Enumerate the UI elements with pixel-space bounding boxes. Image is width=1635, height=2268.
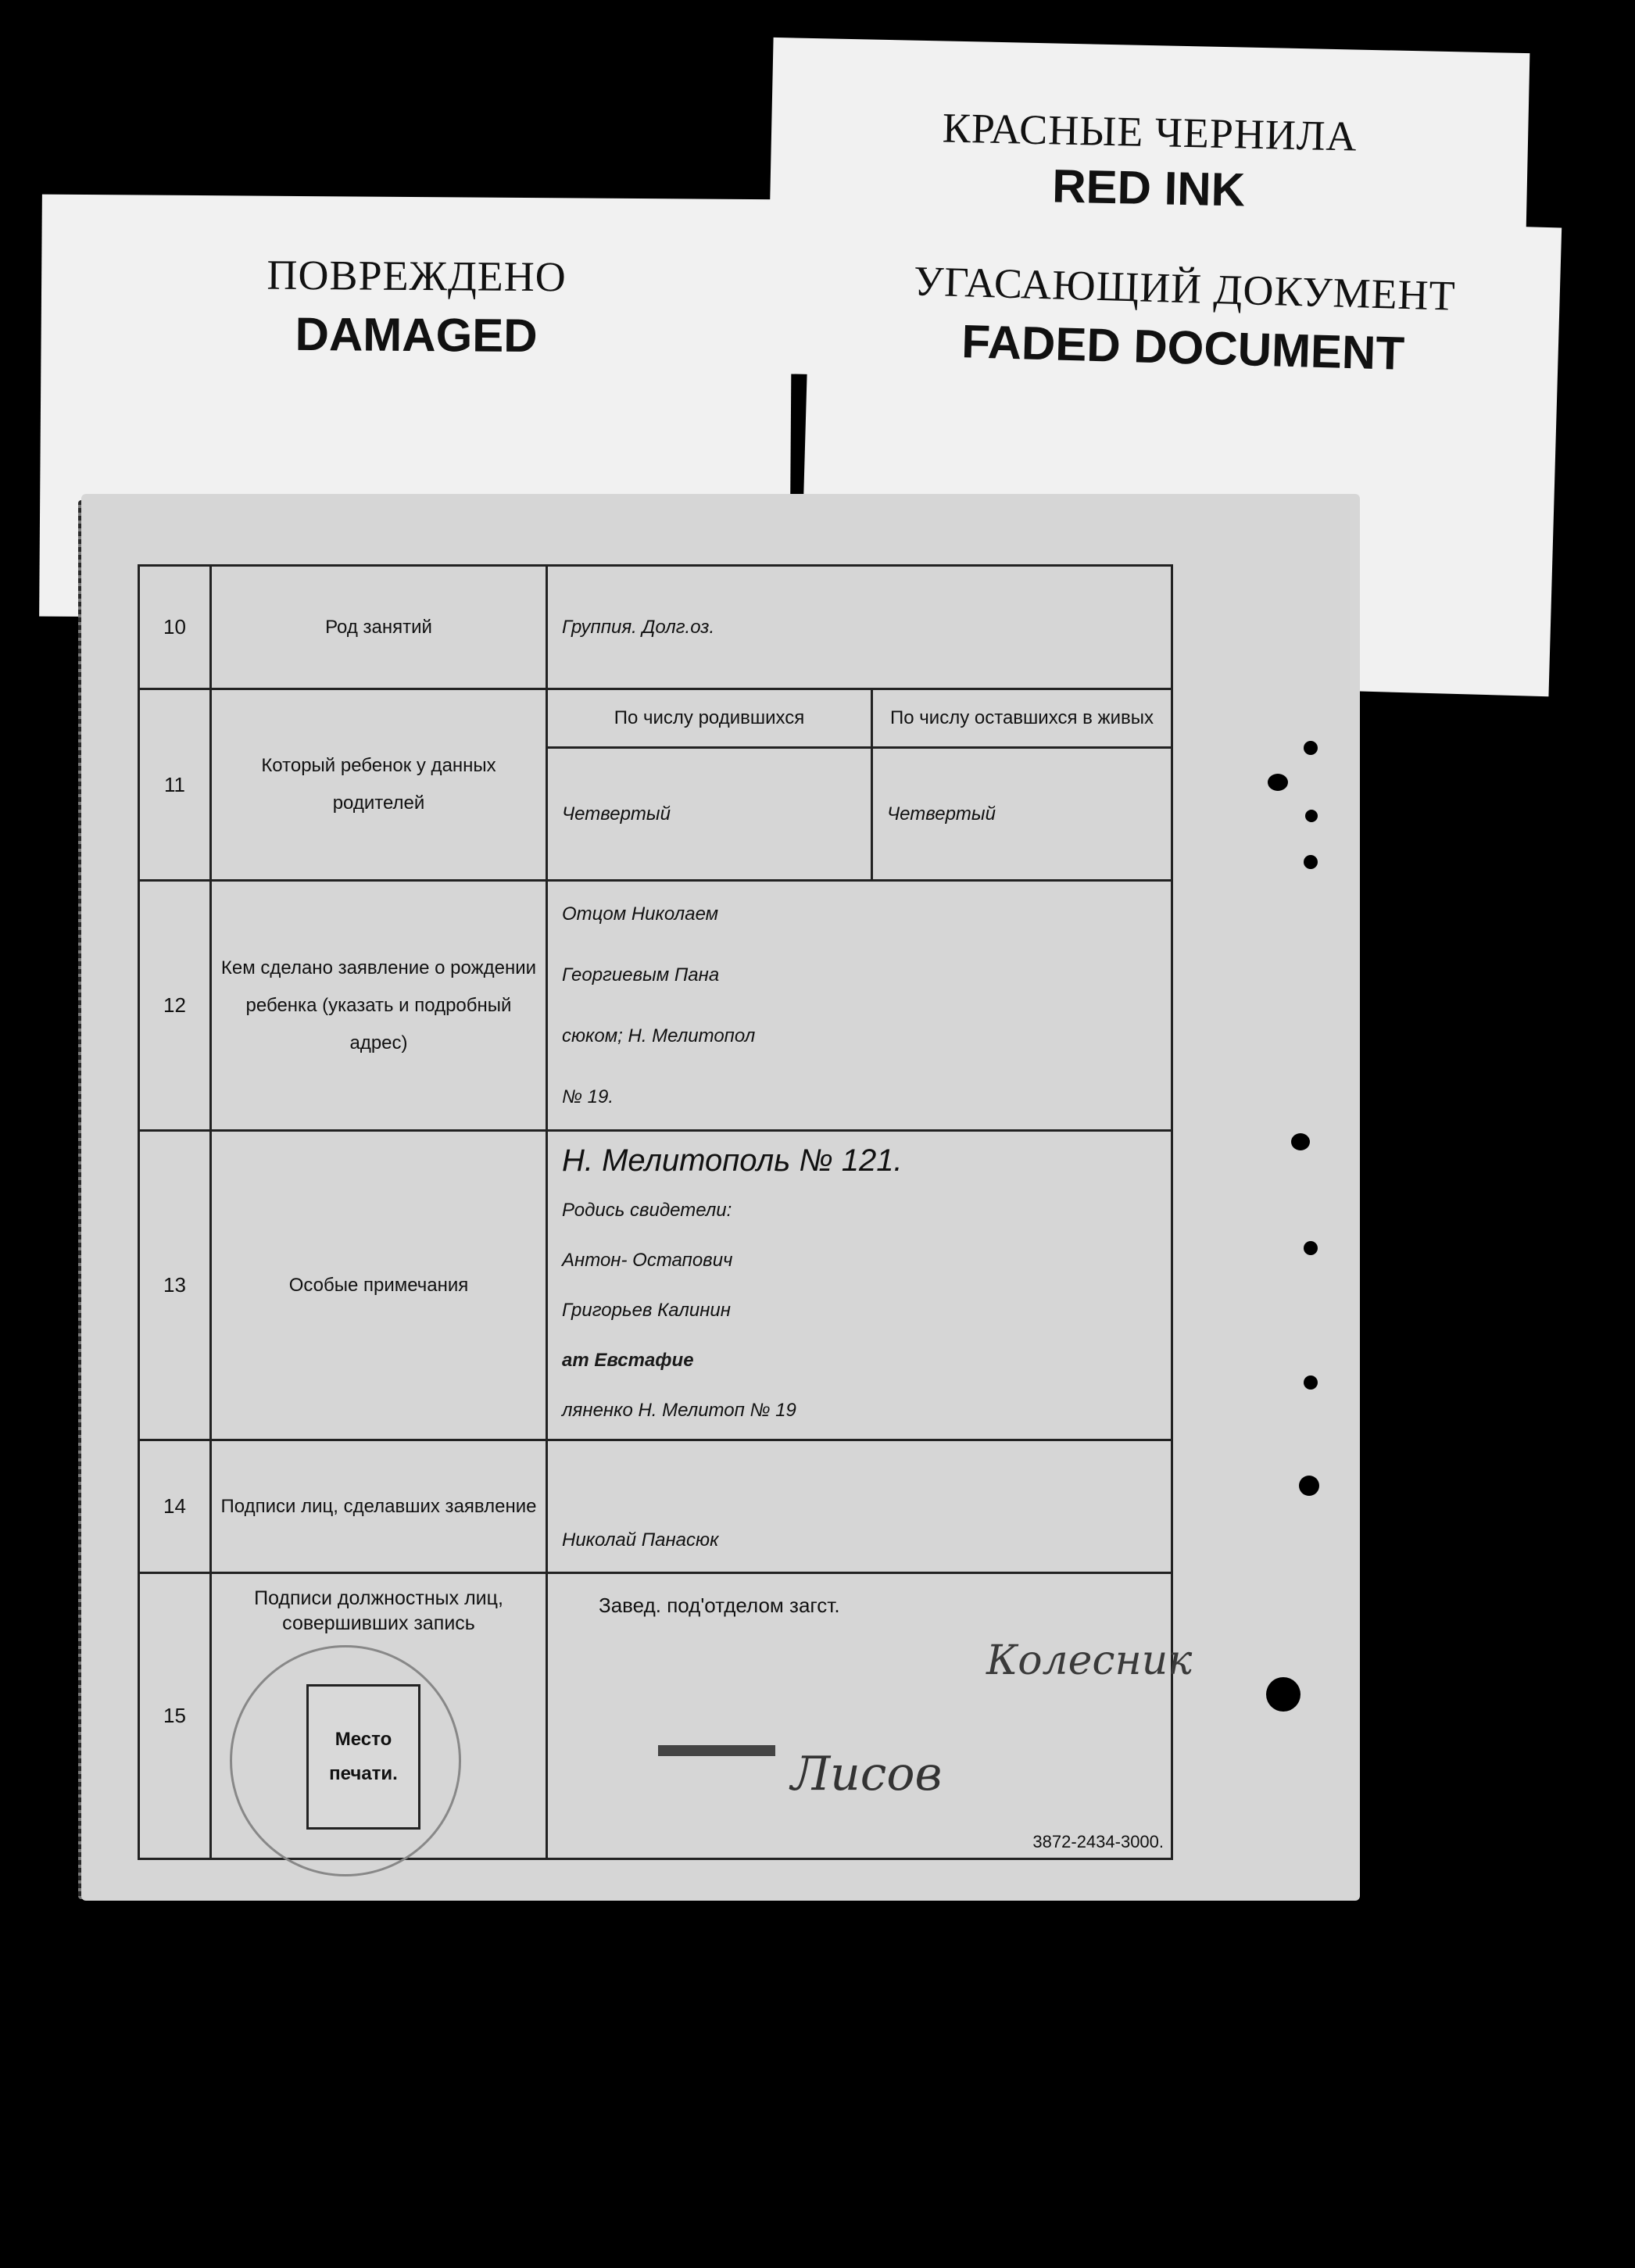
row-15 xyxy=(139,1573,1172,1859)
row-14 xyxy=(139,1440,1172,1573)
row-number: 14 xyxy=(139,1440,211,1573)
declarant-label: Кем сделано заявление о рождении ребенка (указать и подробный адрес) xyxy=(211,881,547,1131)
notes-line: Н. Мелитополь № 121. xyxy=(562,1143,903,1178)
birth-record-form xyxy=(138,564,1193,1860)
punch-hole xyxy=(1305,810,1318,822)
seal-place-box xyxy=(306,1684,420,1830)
punch-hole xyxy=(1304,1375,1318,1390)
notes-line: ат Евстафие xyxy=(562,1349,694,1371)
row-number: 11 xyxy=(139,689,211,881)
notes-line: Григорьев Калинин xyxy=(562,1299,731,1321)
faded-label-en: FADED DOCUMENT xyxy=(961,315,1405,380)
punch-hole xyxy=(1299,1476,1319,1496)
punch-hole xyxy=(1268,774,1288,791)
punch-hole xyxy=(1266,1677,1300,1712)
row-11-header xyxy=(139,689,1172,748)
official-signatures-label: Подписи должностных лиц, совершивших запись xyxy=(254,1587,503,1634)
declarant-line: сюком; Н. Мелитопол xyxy=(562,1025,756,1046)
red-ink-label-en: RED INK xyxy=(1051,159,1246,216)
punch-hole xyxy=(1304,1241,1318,1255)
surviving-count-header: По числу оставшихся в живых xyxy=(872,689,1172,748)
official-signature: Колесник xyxy=(986,1637,1193,1684)
notes-line: ляненко Н. Мелитоп № 19 xyxy=(562,1399,796,1421)
row-10 xyxy=(139,566,1172,689)
registry-head-label: Завед. под'отделом загст. xyxy=(599,1594,840,1617)
notes-line: Родись свидетели: xyxy=(562,1199,732,1221)
faded-label-ru: УГАСАЮЩИЙ ДОКУМЕНТ xyxy=(913,257,1457,320)
notes-line: Антон- Остапович xyxy=(562,1249,733,1271)
row-13 xyxy=(139,1131,1172,1440)
declarant-signature-value: Николай Панасюк xyxy=(547,1440,1172,1573)
form-print-number: 3872-2434-3000. xyxy=(1032,1832,1165,1851)
punch-hole xyxy=(1304,741,1318,755)
declarant-line: Георгиевым Пана xyxy=(562,964,720,986)
form-table xyxy=(138,564,1193,1860)
surviving-count-value: Четвертый xyxy=(872,748,1172,881)
born-count-header: По числу родившихся xyxy=(547,689,872,748)
punch-hole xyxy=(1304,855,1318,869)
official-signature: Лисов xyxy=(791,1747,943,1801)
row-number: 12 xyxy=(139,881,211,1131)
declarant-line: Отцом Николаем xyxy=(562,903,719,925)
damaged-label-ru: ПОВРЕЖДЕНО xyxy=(267,251,567,301)
declarant-value xyxy=(547,881,1172,1131)
row-12 xyxy=(139,881,1172,1131)
row-number: 15 xyxy=(139,1573,211,1859)
declarant-line: № 19. xyxy=(562,1086,614,1107)
seal-place-line1: Место xyxy=(335,1729,392,1750)
notes-label: Особые примечания xyxy=(211,1131,547,1440)
damaged-label-en: DAMAGED xyxy=(295,307,538,363)
child-order-label-line2: родителей xyxy=(332,792,425,814)
row-number: 13 xyxy=(139,1131,211,1440)
born-count-value: Четвертый xyxy=(547,748,872,881)
row-number: 10 xyxy=(139,566,211,689)
notes-value xyxy=(547,1131,1172,1440)
declarant-signature-label: Подписи лиц, сделавших заявление xyxy=(211,1440,547,1573)
punch-hole xyxy=(1291,1133,1310,1150)
red-ink-label-ru: КРАСНЫЕ ЧЕРНИЛА xyxy=(942,104,1358,160)
struck-out-text xyxy=(658,1745,775,1756)
occupation-label: Род занятий xyxy=(211,566,547,689)
seal-place-line2: печати. xyxy=(329,1763,398,1784)
child-order-label-line1: Который ребенок у данных xyxy=(261,755,496,776)
official-signatures-cell xyxy=(211,1573,547,1859)
occupation-value: Группия. Долг.оз. xyxy=(547,566,1172,689)
child-order-label xyxy=(211,689,547,881)
official-signatures-value xyxy=(547,1573,1193,1859)
